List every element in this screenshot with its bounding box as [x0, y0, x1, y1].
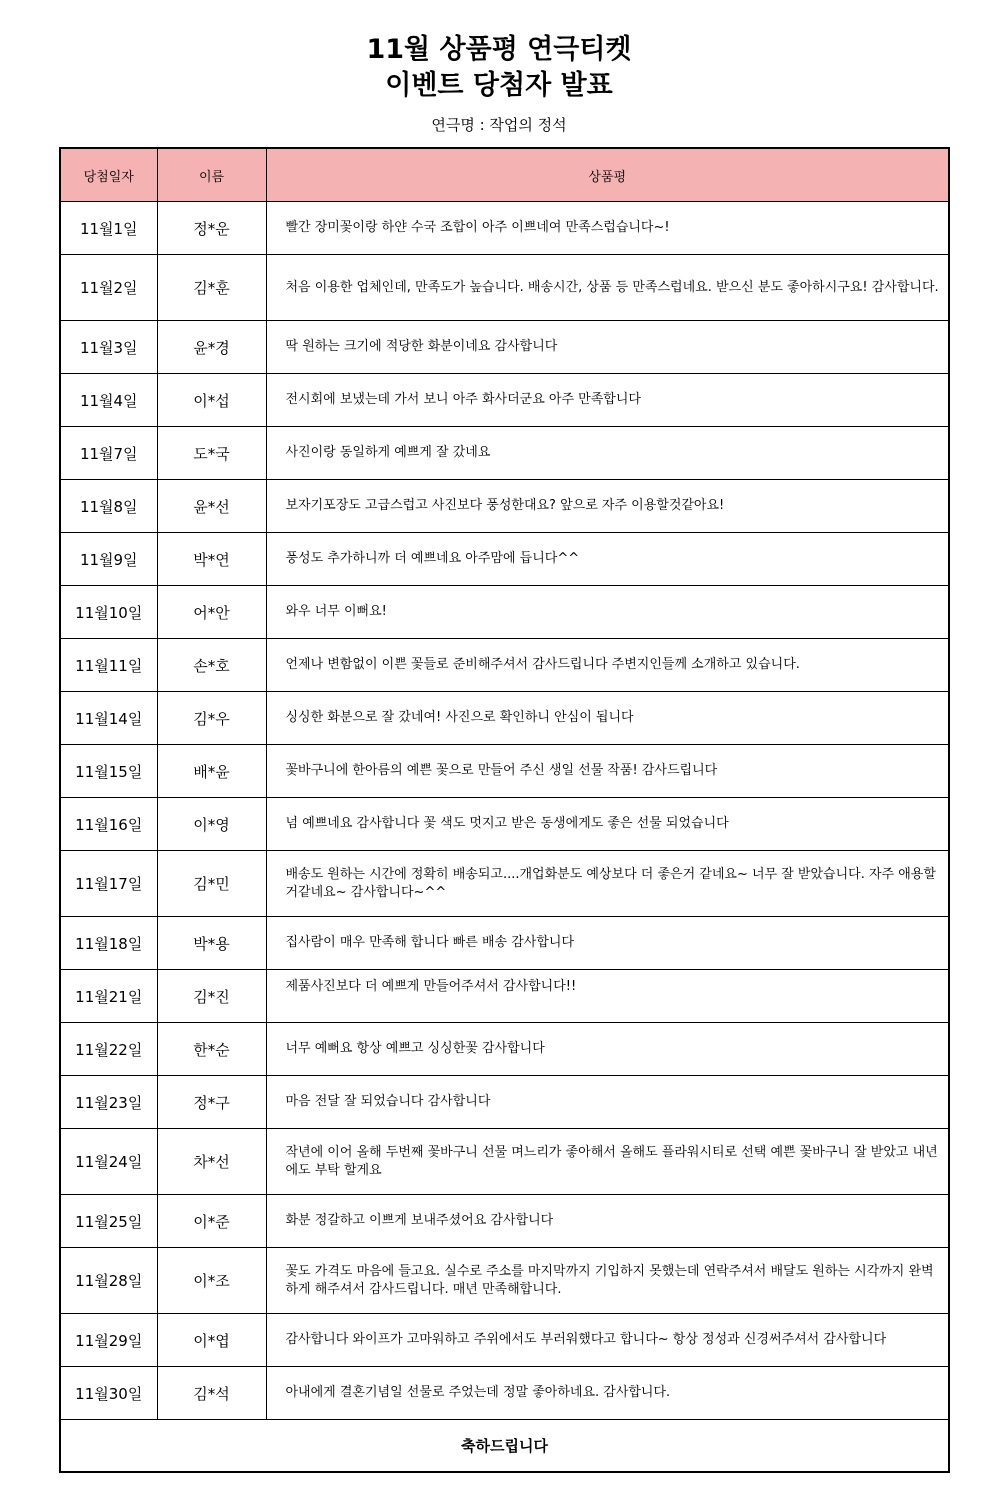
header-name: 이름	[157, 148, 266, 202]
name-cell: 박*용	[157, 917, 266, 970]
name-cell: 정*구	[157, 1076, 266, 1129]
page-title-line2: 이벤트 당첨자 발표	[385, 70, 613, 101]
table-row	[60, 970, 949, 1023]
review-cell: 처음 이용한 업체인데, 만족도가 높습니다. 배송시간, 상품 등 만족스럽네요. 받으신 분도 좋아하시구요! 감사합니다.	[266, 255, 949, 321]
congratulations-text: 축하드립니다	[60, 1420, 949, 1473]
review-cell: 빨간 장미꽃이랑 하얀 수국 조합이 아주 이쁘네여 만족스럽습니다~!	[266, 202, 949, 255]
header-date: 당첨일자	[60, 148, 157, 202]
name-cell: 김*우	[157, 692, 266, 745]
table-row	[60, 1367, 949, 1420]
date-cell: 11월30일	[60, 1367, 157, 1420]
review-cell: 보자기포장도 고급스럽고 사진보다 풍성한대요? 앞으로 자주 이용할것같아요!	[266, 480, 949, 533]
name-cell: 이*엽	[157, 1314, 266, 1367]
name-cell: 윤*경	[157, 321, 266, 374]
name-cell: 김*진	[157, 970, 266, 1023]
date-cell: 11월29일	[60, 1314, 157, 1367]
name-cell: 김*훈	[157, 255, 266, 321]
footer-row	[60, 1420, 949, 1473]
review-cell: 집사람이 매우 만족해 합니다 빠른 배송 감사합니다	[266, 917, 949, 970]
review-cell: 전시회에 보냈는데 가서 보니 아주 화사더군요 아주 만족합니다	[266, 374, 949, 427]
table-row	[60, 1195, 949, 1248]
review-cell: 배송도 원하는 시간에 정확히 배송되고....개업화분도 예상보다 더 좋은거 같네요~ 너무 잘 받았습니다. 자주 애용할거같네요~ 감사합니다~^^	[266, 851, 949, 917]
table-row	[60, 202, 949, 255]
name-cell: 배*윤	[157, 745, 266, 798]
table-row	[60, 374, 949, 427]
table-row	[60, 321, 949, 374]
review-cell: 작년에 이어 올해 두번째 꽃바구니 선물 며느리가 좋아해서 올해도 플라워시티로 선택 예쁜 꽃바구니 잘 받았고 내년에도 부탁 할게요	[266, 1129, 949, 1195]
date-cell: 11월28일	[60, 1248, 157, 1314]
table-row	[60, 917, 949, 970]
date-cell: 11월4일	[60, 374, 157, 427]
table-row	[60, 798, 949, 851]
name-cell: 김*민	[157, 851, 266, 917]
review-cell: 감사합니다 와이프가 고마워하고 주위에서도 부러워했다고 합니다~ 항상 정성과 신경써주셔서 감사합니다	[266, 1314, 949, 1367]
winners-table	[59, 147, 950, 1473]
table-row	[60, 1314, 949, 1367]
date-cell: 11월25일	[60, 1195, 157, 1248]
name-cell: 손*호	[157, 639, 266, 692]
name-cell: 이*준	[157, 1195, 266, 1248]
date-cell: 11월18일	[60, 917, 157, 970]
name-cell: 윤*선	[157, 480, 266, 533]
review-cell: 너무 예뻐요 항상 예쁘고 싱싱한꽃 감사합니다	[266, 1023, 949, 1076]
date-cell: 11월14일	[60, 692, 157, 745]
table-row	[60, 639, 949, 692]
review-cell: 아내에게 결혼기념일 선물로 주었는데 정말 좋아하네요. 감사합니다.	[266, 1367, 949, 1420]
name-cell: 김*석	[157, 1367, 266, 1420]
table-header-row	[60, 148, 949, 202]
review-cell: 사진이랑 동일하게 예쁘게 잘 갔네요	[266, 427, 949, 480]
name-cell: 박*연	[157, 533, 266, 586]
name-cell: 정*운	[157, 202, 266, 255]
name-cell: 이*영	[157, 798, 266, 851]
name-cell: 한*순	[157, 1023, 266, 1076]
table-row	[60, 255, 949, 321]
name-cell: 차*선	[157, 1129, 266, 1195]
table-row	[60, 1248, 949, 1314]
date-cell: 11월9일	[60, 533, 157, 586]
review-cell: 싱싱한 화분으로 잘 갔네여! 사진으로 확인하니 안심이 됩니다	[266, 692, 949, 745]
date-cell: 11월17일	[60, 851, 157, 917]
date-cell: 11월7일	[60, 427, 157, 480]
date-cell: 11월23일	[60, 1076, 157, 1129]
table-row	[60, 1076, 949, 1129]
page-title: 11월 상품평 연극티켓	[366, 34, 632, 65]
date-cell: 11월15일	[60, 745, 157, 798]
table-row	[60, 533, 949, 586]
name-cell: 도*국	[157, 427, 266, 480]
table-row	[60, 745, 949, 798]
header-review: 상품평	[266, 148, 949, 202]
review-cell: 꽃바구니에 한아름의 예쁜 꽃으로 만들어 주신 생일 선물 작품! 감사드립니다	[266, 745, 949, 798]
review-cell: 풍성도 추가하니까 더 예쁘네요 아주맘에 듭니다^^	[266, 533, 949, 586]
table-row	[60, 1023, 949, 1076]
review-cell: 넘 예쁘네요 감사합니다 꽃 색도 멋지고 받은 동생에게도 좋은 선물 되었습니다	[266, 798, 949, 851]
table-row	[60, 692, 949, 745]
date-cell: 11월3일	[60, 321, 157, 374]
table-row	[60, 586, 949, 639]
review-cell: 화분 정갈하고 이쁘게 보내주셨어요 감사합니다	[266, 1195, 949, 1248]
date-cell: 11월8일	[60, 480, 157, 533]
review-cell: 와우 너무 이뻐요!	[266, 586, 949, 639]
date-cell: 11월11일	[60, 639, 157, 692]
table-row	[60, 1129, 949, 1195]
review-cell: 마음 전달 잘 되었습니다 감사합니다	[266, 1076, 949, 1129]
table-row	[60, 851, 949, 917]
name-cell: 이*조	[157, 1248, 266, 1314]
date-cell: 11월21일	[60, 970, 157, 1023]
table-row	[60, 480, 949, 533]
review-cell: 꽃도 가격도 마음에 들고요. 실수로 주소를 마지막까지 기입하지 못했는데 연락주셔서 배달도 원하는 시각까지 완벽하게 해주셔서 감사드립니다. 매년 만족해합니다.	[266, 1248, 949, 1314]
date-cell: 11월22일	[60, 1023, 157, 1076]
name-cell: 이*섭	[157, 374, 266, 427]
review-cell: 딱 원하는 크기에 적당한 화분이네요 감사합니다	[266, 321, 949, 374]
date-cell: 11월2일	[60, 255, 157, 321]
table-row	[60, 427, 949, 480]
review-cell: 제품사진보다 더 예쁘게 만들어주셔서 감사합니다!!	[266, 970, 949, 1023]
review-cell: 언제나 변함없이 이쁜 꽃들로 준비해주셔서 감사드립니다 주변지인들께 소개하고 있습니다.	[266, 639, 949, 692]
date-cell: 11월10일	[60, 586, 157, 639]
date-cell: 11월24일	[60, 1129, 157, 1195]
name-cell: 어*안	[157, 586, 266, 639]
date-cell: 11월16일	[60, 798, 157, 851]
play-name: 연극명 : 작업의 정석	[431, 116, 567, 134]
date-cell: 11월1일	[60, 202, 157, 255]
